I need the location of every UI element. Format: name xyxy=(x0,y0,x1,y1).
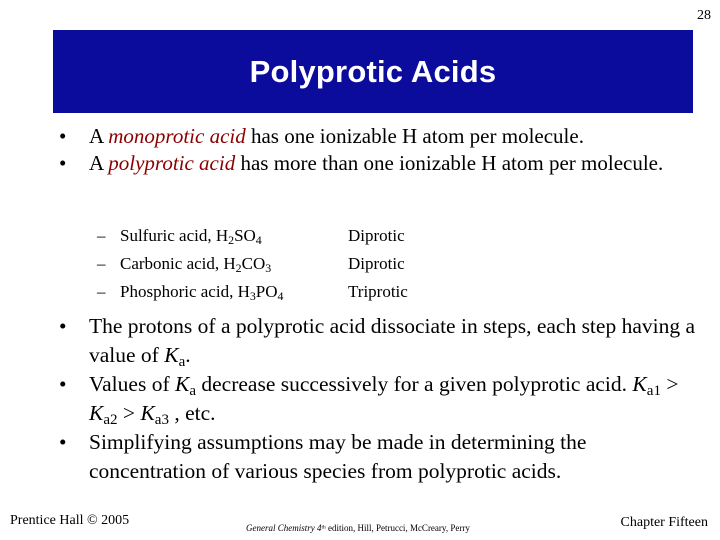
acid-type: Diprotic xyxy=(348,226,405,245)
bullet-icon: • xyxy=(59,124,67,148)
title-bar xyxy=(53,30,693,113)
acid-formula: Carbonic acid, $H_2CO_3$ xyxy=(120,254,272,275)
bullet-icon: • xyxy=(59,430,67,454)
term-monoprotic-acid: monoprotic acid xyxy=(108,124,246,148)
footer-book-citation: General Chemistry 4th edition, Hill, Petrucci, McCreary, Perry xyxy=(246,523,470,533)
bullet-icon: • xyxy=(59,314,67,338)
term-polyprotic-acid: polyprotic acid xyxy=(108,151,236,175)
acid-formula: Phosphoric acid, $H_3PO_4$ xyxy=(120,282,284,303)
bullet-icon: • xyxy=(59,151,67,175)
dash-icon: – xyxy=(97,282,106,301)
bullet-stepwise-dissociation: • The protons of a polyprotic acid dissociate in steps, each step having a value of $K_a$. xyxy=(59,314,696,370)
acid-formula: Sulfuric acid, $H_2SO_4$ xyxy=(120,226,262,247)
bullet-icon: • xyxy=(59,372,67,396)
bullet-monoprotic xyxy=(57,123,697,150)
bullet-text: has one ionizable H atom per molecule. xyxy=(245,124,584,148)
slide-title: Polyprotic Acids xyxy=(249,53,497,89)
acid-type: Diprotic xyxy=(348,254,405,273)
bullet-text: Simplifying assumptions may be made in determining the concentration of various species from polyprotic acids. xyxy=(89,430,587,483)
dash-icon: – xyxy=(97,254,106,273)
bullet-ka-decrease: • Values of $K_a$ decrease successively for a given polyprotic acid. $K_{a1} > K_{a2} > K_{a3}$ , etc. xyxy=(59,372,679,428)
bullet-prefix: A xyxy=(89,151,109,175)
dissociation-bullet-list xyxy=(57,312,697,486)
bullet-simplifying-assumptions xyxy=(57,428,697,485)
footer-publisher: Prentice Hall © 2005 xyxy=(10,513,130,528)
bullet-text: has more than one ionizable H atom per molecule. xyxy=(235,151,664,175)
footer-chapter: Chapter Fifteen xyxy=(620,515,708,530)
intro-bullet-list xyxy=(57,123,697,177)
dash-icon: – xyxy=(97,226,106,245)
bullet-polyprotic xyxy=(57,150,697,177)
acid-type: Triprotic xyxy=(348,282,408,301)
bullet-prefix: A xyxy=(89,124,109,148)
page-number: 28 xyxy=(697,8,711,23)
